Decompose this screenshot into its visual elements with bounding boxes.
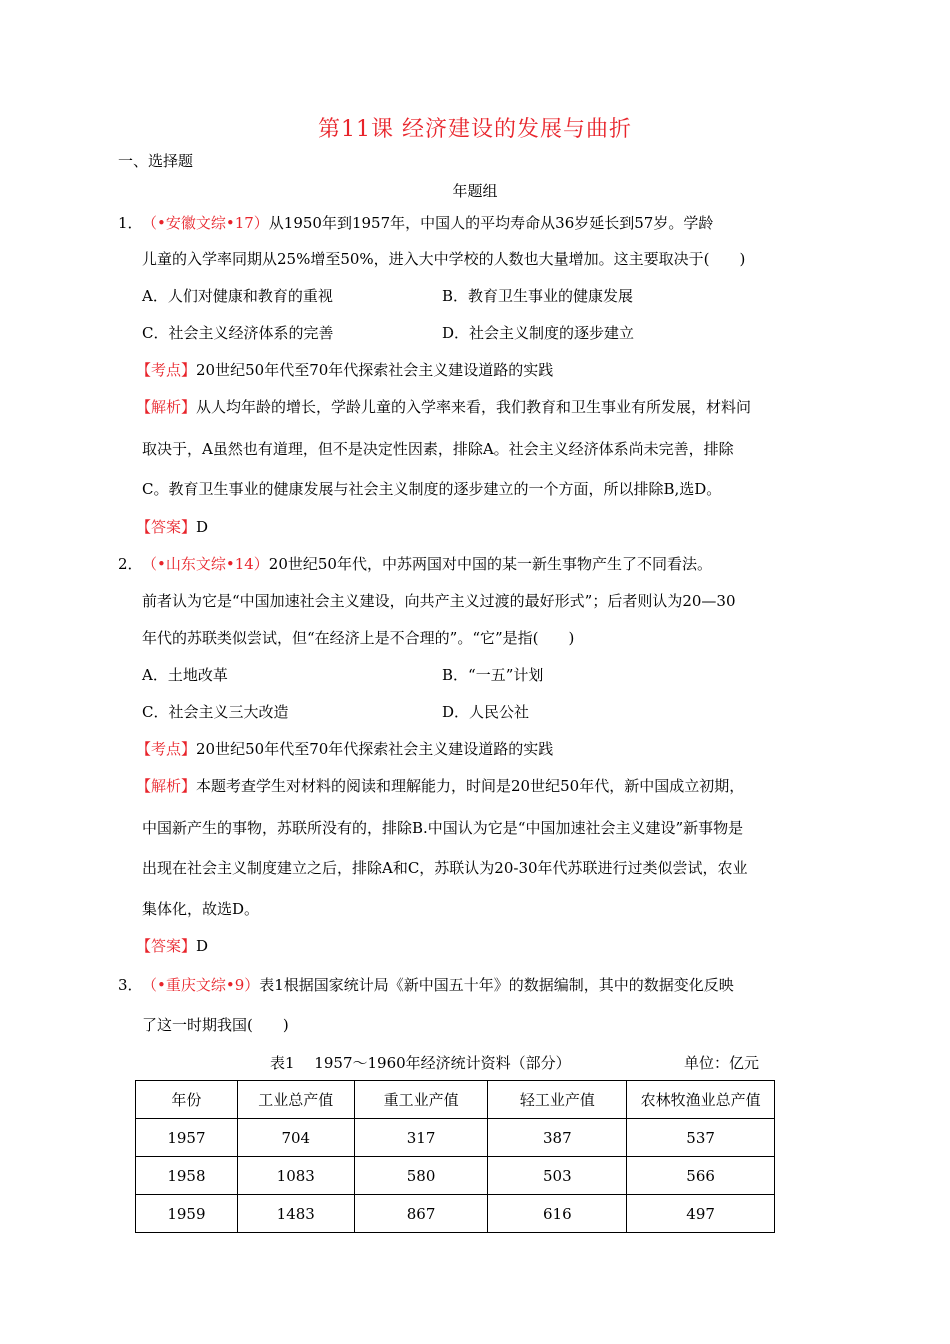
q1-source: （•安徽文综•17）: [142, 214, 269, 232]
q1-option-c: C．社会主义经济体系的完善: [142, 324, 334, 342]
q2-option-b: B．“一五”计划: [442, 666, 544, 684]
table-cell: 1483: [237, 1195, 354, 1233]
q2-option-d: D．人民公社: [442, 703, 530, 721]
q1-jiexi-line3: C。教育卫生事业的健康发展与社会主义制度的逐步建立的一个方面，所以排除B,选D。: [142, 480, 722, 498]
q1-stem-text1: 从1950年到1957年，中国人的平均寿命从36岁延长到57岁。学龄: [268, 214, 714, 232]
header-industrial-output: 工业总产值: [237, 1081, 354, 1119]
q1-stem-line2: 儿童的入学率同期从25%增至50%，进入大中学校的人数也大量增加。这主要取决于( ): [142, 250, 746, 268]
q1-stem-line1: [142, 212, 713, 233]
table-cell: 1083: [237, 1157, 354, 1195]
q1-answer-label: 【答案】: [136, 518, 197, 536]
table-cell: 1958: [136, 1157, 238, 1195]
q2-answer-value: D: [196, 937, 209, 955]
q2-jiexi-label: 【解析】: [136, 777, 197, 795]
q1-jiexi-line2: 取决于，A虽然也有道理，但不是决定性因素，排除A。社会主义经济体系尚未完善，排除: [142, 440, 734, 458]
q1-kaodian: [136, 359, 553, 380]
q1-option-b: B．教育卫生事业的健康发展: [442, 287, 634, 305]
q2-option-c: C．社会主义三大改造: [142, 703, 289, 721]
table-cell: 867: [354, 1195, 488, 1233]
q3-number: 3．: [118, 976, 143, 994]
table-cell: 387: [488, 1119, 627, 1157]
section-heading: 一、选择题: [118, 152, 194, 170]
table-cell: 1959: [136, 1195, 238, 1233]
q1-option-a: A．人们对健康和教育的重视: [142, 287, 333, 305]
q2-number: 2．: [118, 555, 143, 573]
q2-jiexi-line3: 出现在社会主义制度建立之后，排除A和C，苏联认为20-30年代苏联进行过类似尝试，农业: [142, 859, 748, 877]
table-header-row: [136, 1081, 775, 1119]
q2-jiexi: [136, 775, 744, 796]
table-row: [136, 1195, 775, 1233]
q2-answer-label: 【答案】: [136, 937, 197, 955]
q3-source: （•重庆文综•9）: [142, 976, 260, 994]
header-year: 年份: [136, 1081, 238, 1119]
table-cell: 580: [354, 1157, 488, 1195]
table-cell: 1957: [136, 1119, 238, 1157]
q2-jiexi-text1: 本题考查学生对材料的阅读和理解能力，时间是20世纪50年代，新中国成立初期，: [196, 777, 745, 795]
q2-answer: [136, 935, 208, 956]
table-cell: 503: [488, 1157, 627, 1195]
q2-stem-text1: 20世纪50年代，中苏两国对中国的某一新生事物产生了不同看法。: [268, 555, 712, 573]
q2-stem-line3: 年代的苏联类似尝试，但“在经济上是不合理的”。“它”是指( ): [142, 629, 575, 647]
q1-number: 1．: [118, 214, 143, 232]
q2-stem-line1: [142, 553, 712, 574]
table-row: [136, 1157, 775, 1195]
header-light-industry: 轻工业产值: [488, 1081, 627, 1119]
q3-stem-line2: 了这一时期我国( ): [142, 1016, 289, 1034]
q2-source: （•山东文综•14）: [142, 555, 269, 573]
header-heavy-industry: 重工业产值: [354, 1081, 488, 1119]
q2-kaodian-text: 20世纪50年代至70年代探索社会主义建设道路的实践: [196, 740, 554, 758]
q2-kaodian: [136, 738, 553, 759]
table-row: [136, 1119, 775, 1157]
q1-jiexi-label: 【解析】: [136, 398, 197, 416]
q2-kaodian-label: 【考点】: [136, 740, 197, 758]
q3-stem-line1: [142, 974, 734, 995]
q1-jiexi: [136, 396, 751, 417]
q2-jiexi-line2: 中国新产生的事物，苏联所没有的，排除B.中国认为它是“中国加速社会主义建设”新事物是: [142, 819, 744, 837]
q2-jiexi-line4: 集体化，故选D。: [142, 900, 260, 918]
table-cell: 616: [488, 1195, 627, 1233]
table-cell: 566: [627, 1157, 775, 1195]
table-cell: 317: [354, 1119, 488, 1157]
q1-answer: [136, 516, 208, 537]
page-title: 第11课 经济建设的发展与曲折: [318, 117, 632, 142]
table-cell: 537: [627, 1119, 775, 1157]
header-agriculture-output: 农林牧渔业总产值: [627, 1081, 775, 1119]
q2-stem-line2: 前者认为它是“中国加速社会主义建设，向共产主义过渡的最好形式”；后者则认为20—30: [142, 592, 736, 610]
table-caption: 表1 1957～1960年经济统计资料（部分）: [270, 1054, 571, 1072]
table-cell: 704: [237, 1119, 354, 1157]
q2-option-a: A．土地改革: [142, 666, 228, 684]
q1-kaodian-text: 20世纪50年代至70年代探索社会主义建设道路的实践: [196, 361, 554, 379]
q1-jiexi-text1: 从人均年龄的增长，学龄儿童的入学率来看，我们教育和卫生事业有所发展，材料问: [196, 398, 752, 416]
q1-kaodian-label: 【考点】: [136, 361, 197, 379]
table-unit: 单位：亿元: [684, 1054, 760, 1072]
q3-stem-text1: 表1根据国家统计局《新中国五十年》的数据编制，其中的数据变化反映: [259, 976, 734, 994]
statistics-table: [135, 1080, 775, 1233]
table-cell: 497: [627, 1195, 775, 1233]
q1-answer-value: D: [196, 518, 209, 536]
group-heading: 年题组: [452, 182, 498, 200]
q1-option-d: D．社会主义制度的逐步建立: [442, 324, 635, 342]
